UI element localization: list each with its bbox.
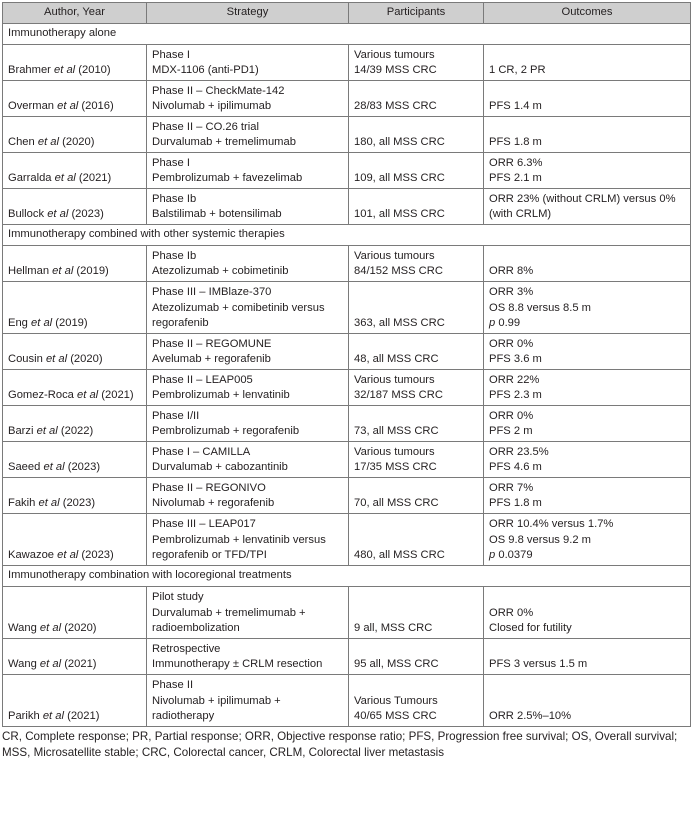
header-outcomes: Outcomes (484, 3, 691, 24)
table-row (3, 81, 691, 117)
participants-line: 73, all MSS CRC (354, 424, 439, 437)
author-etal: et al (45, 352, 68, 365)
strategy-line: MDX-1106 (anti-PD1) (152, 63, 259, 76)
strategy-line: radiotherapy (152, 709, 215, 722)
strategy-line: Phase I/II (152, 409, 200, 422)
outcome-line: ORR 8% (489, 264, 534, 277)
cell-strategy (147, 587, 349, 639)
outcome-line: ORR 23% (without CRLM) versus 0% (489, 192, 676, 205)
outcome-line: ORR 0% (489, 409, 534, 422)
cell-strategy (147, 406, 349, 442)
cell-strategy (147, 639, 349, 675)
strategy-line: Phase II (152, 679, 194, 692)
cell-outcomes (484, 406, 691, 442)
cell-strategy (147, 675, 349, 727)
strategy-line: Phase I – CAMILLA (152, 445, 251, 458)
participants-line: 95 all, MSS CRC (354, 657, 439, 670)
table-row (3, 117, 691, 153)
participants-line: 101, all MSS CRC (354, 207, 445, 220)
author-name: Cousin (8, 352, 43, 365)
cell-author-year (3, 442, 147, 478)
author-year: (2020) (64, 621, 97, 634)
strategy-line: Durvalumab + tremelimumab (152, 135, 296, 148)
outcome-line: ORR 7% (489, 481, 534, 494)
author-year: (2022) (60, 424, 94, 437)
author-name: Barzi (8, 424, 34, 437)
author-year: (2021) (67, 709, 100, 722)
outcome-line: PFS 2.3 m (489, 388, 542, 401)
cell-author-year (3, 370, 147, 406)
cell-outcomes (484, 514, 691, 566)
participants-line: 70, all MSS CRC (354, 496, 439, 509)
participants-line: 28/83 MSS CRC (354, 99, 437, 112)
cell-outcomes (484, 117, 691, 153)
section-title: Immunotherapy alone (3, 24, 691, 45)
strategy-line: Phase I (152, 48, 190, 61)
cell-participants (349, 246, 484, 282)
participants-line: 480, all MSS CRC (354, 548, 445, 561)
header-participants: Participants (349, 3, 484, 24)
cell-outcomes (484, 81, 691, 117)
table-row (3, 587, 691, 639)
section-title: Immunotherapy combination with locoregional treatments (3, 566, 691, 587)
cell-strategy (147, 514, 349, 566)
cell-strategy (147, 81, 349, 117)
table-row (3, 514, 691, 566)
author-etal: et al (77, 388, 99, 401)
author-year: (2021) (78, 171, 112, 184)
cell-outcomes (484, 370, 691, 406)
cell-outcomes (484, 282, 691, 334)
outcome-line: OS 8.8 versus 8.5 m (489, 301, 591, 314)
strategy-line: Phase II – CO.26 trial (152, 120, 259, 133)
cell-author-year (3, 587, 147, 639)
strategy-line: Pembrolizumab + lenvatinib (152, 388, 290, 401)
participants-line: 9 all, MSS CRC (354, 621, 433, 634)
strategy-line: radioembolization (152, 621, 240, 634)
strategy-line: Phase II – REGONIVO (152, 481, 266, 494)
outcome-line: OS 9.8 versus 9.2 m (489, 533, 591, 546)
outcome-line: PFS 2.1 m (489, 171, 542, 184)
header-strategy: Strategy (147, 3, 349, 24)
cell-participants (349, 442, 484, 478)
outcome-line: ORR 0% (489, 606, 534, 619)
participants-line: 40/65 MSS CRC (354, 709, 437, 722)
table-row (3, 406, 691, 442)
strategy-line: Nivolumab + ipilimumab (152, 99, 272, 112)
cell-author-year (3, 189, 147, 225)
table-row (3, 639, 691, 675)
author-etal: et al (47, 207, 69, 220)
cell-strategy (147, 478, 349, 514)
author-etal: et al (57, 99, 79, 112)
cell-author-year (3, 406, 147, 442)
strategy-line: Retrospective (152, 642, 221, 655)
strategy-line: Phase II – LEAP005 (152, 373, 253, 386)
strategy-line: Atezolizumab + comibetinib versus (152, 301, 325, 314)
cell-strategy (147, 334, 349, 370)
strategy-line: Durvalumab + cabozantinib (152, 460, 288, 473)
cell-outcomes (484, 45, 691, 81)
cell-outcomes (484, 189, 691, 225)
table-row (3, 189, 691, 225)
participants-line: Various Tumours (354, 694, 438, 707)
participants-line: 84/152 MSS CRC (354, 264, 443, 277)
outcome-line: ORR 2.5%–10% (489, 709, 572, 722)
participants-line: 14/39 MSS CRC (354, 63, 437, 76)
strategy-line: Pembrolizumab + lenvatinib versus (152, 533, 326, 546)
section-row (3, 225, 691, 246)
table-row (3, 246, 691, 282)
author-etal: et al (54, 171, 76, 184)
header-row (3, 3, 691, 24)
cell-strategy (147, 117, 349, 153)
outcome-line: PFS 1.8 m (489, 496, 542, 509)
strategy-line: Pilot study (152, 591, 204, 604)
cell-strategy (147, 282, 349, 334)
document (0, 2, 693, 761)
participants-line: 180, all MSS CRC (354, 135, 445, 148)
author-etal: et al (52, 264, 74, 277)
strategy-line: Pembrolizumab + regorafenib (152, 424, 300, 437)
strategy-line: Nivolumab + ipilimumab + (152, 694, 281, 707)
strategy-line: Avelumab + regorafenib (152, 352, 271, 365)
table-row (3, 675, 691, 727)
table-row (3, 442, 691, 478)
outcome-line: (with CRLM) (489, 207, 552, 220)
participants-line: Various tumours (354, 445, 435, 458)
cell-outcomes (484, 334, 691, 370)
cell-author-year (3, 675, 147, 727)
participants-line: Various tumours (354, 373, 435, 386)
table-body (3, 24, 691, 727)
cell-author-year (3, 45, 147, 81)
participants-line: 48, all MSS CRC (354, 352, 439, 365)
author-etal: et al (57, 548, 79, 561)
participants-line: Various tumours (354, 48, 435, 61)
cell-participants (349, 81, 484, 117)
table-row (3, 334, 691, 370)
strategy-line: Balstilimab + botensilimab (152, 207, 282, 220)
cell-author-year (3, 246, 147, 282)
cell-strategy (147, 370, 349, 406)
cell-participants (349, 675, 484, 727)
strategy-line: Phase II – CheckMate-142 (152, 84, 285, 97)
participants-line: 109, all MSS CRC (354, 171, 445, 184)
cell-strategy (147, 246, 349, 282)
cell-participants (349, 370, 484, 406)
author-etal: et al (31, 316, 53, 329)
table-row (3, 153, 691, 189)
strategy-line: Phase II – REGOMUNE (152, 337, 272, 350)
author-etal: et al (42, 709, 64, 722)
table-row (3, 45, 691, 81)
cell-participants (349, 189, 484, 225)
cell-author-year (3, 282, 147, 334)
outcome-line: 1 CR, 2 PR (489, 63, 546, 76)
cell-participants (349, 334, 484, 370)
author-name: Wang (8, 657, 37, 670)
cell-outcomes (484, 246, 691, 282)
author-name: Kawazoe (8, 548, 55, 561)
author-name: Hellman (8, 264, 50, 277)
strategy-line: Nivolumab + regorafenib (152, 496, 275, 509)
cell-participants (349, 282, 484, 334)
author-name: Brahmer (8, 63, 51, 76)
outcome-line: ORR 10.4% versus 1.7% (489, 518, 614, 531)
strategy-line: Pembrolizumab + favezelimab (152, 171, 303, 184)
cell-participants (349, 514, 484, 566)
table-footnote: CR, Complete response; PR, Partial response; ORR, Objective response ratio; PFS, Progression free survival; OS, Overall survival; MSS, Microsatellite stable; CRC, Colorectal cancer, CRLM, Colorectal liver metastasis (2, 730, 678, 760)
cell-outcomes (484, 442, 691, 478)
cell-strategy (147, 442, 349, 478)
outcome-line: p 0.99 (489, 316, 521, 329)
cell-participants (349, 117, 484, 153)
author-name: Parikh (8, 709, 40, 722)
cell-strategy (147, 153, 349, 189)
cell-author-year (3, 117, 147, 153)
outcome-line: ORR 0% (489, 337, 534, 350)
outcome-line: PFS 2 m (489, 424, 533, 437)
author-year: (2023) (81, 548, 114, 561)
author-name: Gomez-Roca (8, 388, 74, 401)
author-etal: et al (39, 657, 62, 670)
header-author-year: Author, Year (3, 3, 147, 24)
studies-table (2, 2, 691, 727)
author-year: (2020) (62, 135, 95, 148)
author-year: (2023) (71, 207, 104, 220)
author-year: (2020) (70, 352, 103, 365)
cell-outcomes (484, 675, 691, 727)
participants-line: Various tumours (354, 249, 435, 262)
author-name: Fakih (8, 496, 36, 509)
author-etal: et al (38, 496, 60, 509)
cell-author-year (3, 81, 147, 117)
outcome-line: PFS 3.6 m (489, 352, 542, 365)
outcome-line: PFS 1.8 m (489, 135, 542, 148)
author-etal: et al (39, 621, 62, 634)
participants-line: 32/187 MSS CRC (354, 388, 443, 401)
author-name: Wang (8, 621, 37, 634)
cell-strategy (147, 189, 349, 225)
strategy-line: Phase III – IMBlaze-370 (152, 286, 272, 299)
author-year: (2023) (67, 460, 101, 473)
cell-author-year (3, 639, 147, 675)
outcome-line: p 0.0379 (489, 548, 533, 561)
author-year: (2021) (64, 657, 97, 670)
cell-outcomes (484, 478, 691, 514)
section-row (3, 566, 691, 587)
outcome-line: PFS 1.4 m (489, 99, 542, 112)
author-year: (2016) (81, 99, 114, 112)
outcome-line: Closed for futility (489, 621, 572, 634)
cell-author-year (3, 478, 147, 514)
author-year: (2010) (78, 63, 111, 76)
outcome-line: ORR 6.3% (489, 156, 543, 169)
outcome-line: ORR 22% (489, 373, 540, 386)
author-etal: et al (54, 63, 76, 76)
strategy-line: Durvalumab + tremelimumab + (152, 606, 306, 619)
cell-outcomes (484, 153, 691, 189)
participants-line: 363, all MSS CRC (354, 316, 445, 329)
author-name: Eng (8, 316, 28, 329)
author-year: (2019) (76, 264, 109, 277)
participants-line: 17/35 MSS CRC (354, 460, 437, 473)
table-row (3, 478, 691, 514)
section-title: Immunotherapy combined with other systemic therapies (3, 225, 691, 246)
cell-participants (349, 45, 484, 81)
strategy-line: Phase Ib (152, 249, 197, 262)
strategy-line: Atezolizumab + cobimetinib (152, 264, 289, 277)
author-year: (2021) (101, 388, 134, 401)
cell-participants (349, 153, 484, 189)
cell-author-year (3, 514, 147, 566)
strategy-line: Phase Ib (152, 192, 197, 205)
author-year: (2019) (55, 316, 88, 329)
author-name: Saeed (8, 460, 41, 473)
author-etal: et al (36, 424, 58, 437)
author-name: Chen (8, 135, 35, 148)
author-name: Overman (8, 99, 55, 112)
outcome-line: PFS 4.6 m (489, 460, 542, 473)
cell-outcomes (484, 587, 691, 639)
author-name: Bullock (8, 207, 45, 220)
outcome-line: ORR 23.5% (489, 445, 549, 458)
cell-strategy (147, 45, 349, 81)
author-year: (2023) (62, 496, 96, 509)
cell-participants (349, 639, 484, 675)
strategy-line: regorafenib or TFD/TPI (152, 548, 267, 561)
strategy-line: Immunotherapy ± CRLM resection (152, 657, 323, 670)
table-row (3, 370, 691, 406)
cell-participants (349, 406, 484, 442)
cell-author-year (3, 334, 147, 370)
strategy-line: Phase I (152, 156, 190, 169)
outcome-line: PFS 3 versus 1.5 m (489, 657, 588, 670)
author-etal: et al (37, 135, 60, 148)
author-name: Garralda (8, 171, 52, 184)
cell-participants (349, 587, 484, 639)
outcome-line: ORR 3% (489, 286, 534, 299)
cell-author-year (3, 153, 147, 189)
section-row (3, 24, 691, 45)
author-etal: et al (43, 460, 65, 473)
strategy-line: regorafenib (152, 316, 209, 329)
table-row (3, 282, 691, 334)
strategy-line: Phase III – LEAP017 (152, 518, 256, 531)
cell-participants (349, 478, 484, 514)
cell-outcomes (484, 639, 691, 675)
